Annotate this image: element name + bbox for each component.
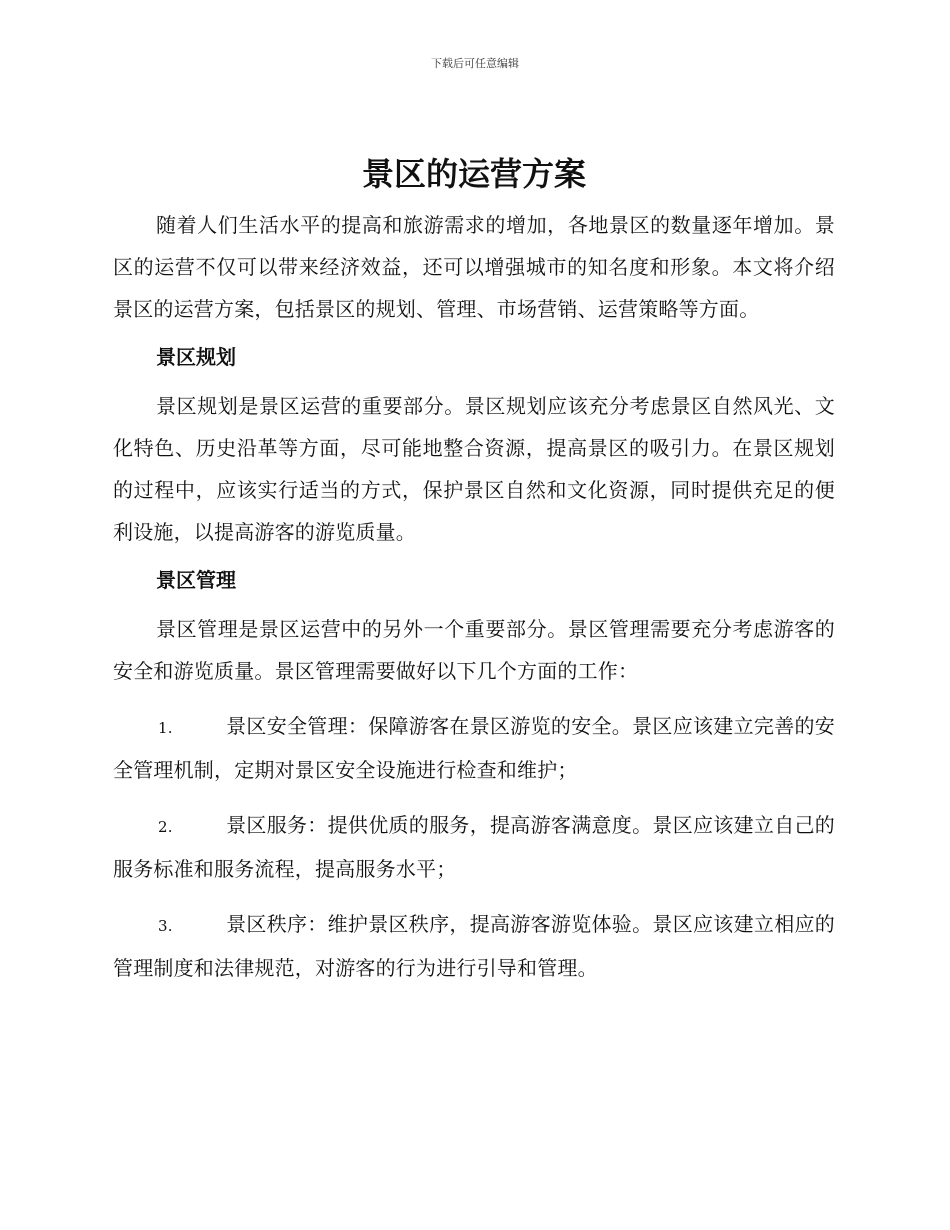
section-heading-management: 景区管理: [156, 568, 236, 592]
section-heading-planning: 景区规划: [156, 345, 236, 369]
list-item-number: 2.: [158, 818, 173, 836]
list-item: [113, 804, 835, 890]
document-body: [113, 150, 835, 989]
document-title: 景区的运营方案: [361, 155, 586, 193]
list-item-number: 3.: [158, 917, 173, 935]
list-item: [113, 903, 835, 989]
list-item: [113, 705, 835, 791]
header-note: 下载后可任意编辑: [431, 57, 519, 70]
section-paragraph-planning: 景区规划是景区运营的重要部分。景区规划应该充分考虑景区自然风光、文化特色、历史沿革等方面，尽可能地整合资源，提高景区的吸引力。在景区规划的过程中，应该实行适当的方式，保护景区自然和文化资源，同时提供充足的便利设施，以提高游客的游览质量。: [113, 394, 835, 544]
section-paragraph-management: 景区管理是景区运营中的另外一个重要部分。景区管理需要充分考虑游客的安全和游览质量。景区管理需要做好以下几个方面的工作：: [113, 617, 835, 683]
list-item-number: 1.: [158, 719, 173, 737]
list-item-text: 景区服务：提供优质的服务，提高游客满意度。景区应该建立自己的服务标准和服务流程，提高服务水平；: [113, 813, 835, 881]
intro-paragraph: 随着人们生活水平的提高和旅游需求的增加，各地景区的数量逐年增加。景区的运营不仅可以带来经济效益，还可以增强城市的知名度和形象。本文将介绍景区的运营方案，包括景区的规划、管理、市场营销、运营策略等方面。: [113, 213, 835, 321]
list-item-text: 景区安全管理：保障游客在景区游览的安全。景区应该建立完善的安全管理机制，定期对景区安全设施进行检查和维护；: [113, 714, 835, 782]
list-item-text: 景区秩序：维护景区秩序，提高游客游览体验。景区应该建立相应的管理制度和法律规范，对游客的行为进行引导和管理。: [113, 912, 835, 980]
